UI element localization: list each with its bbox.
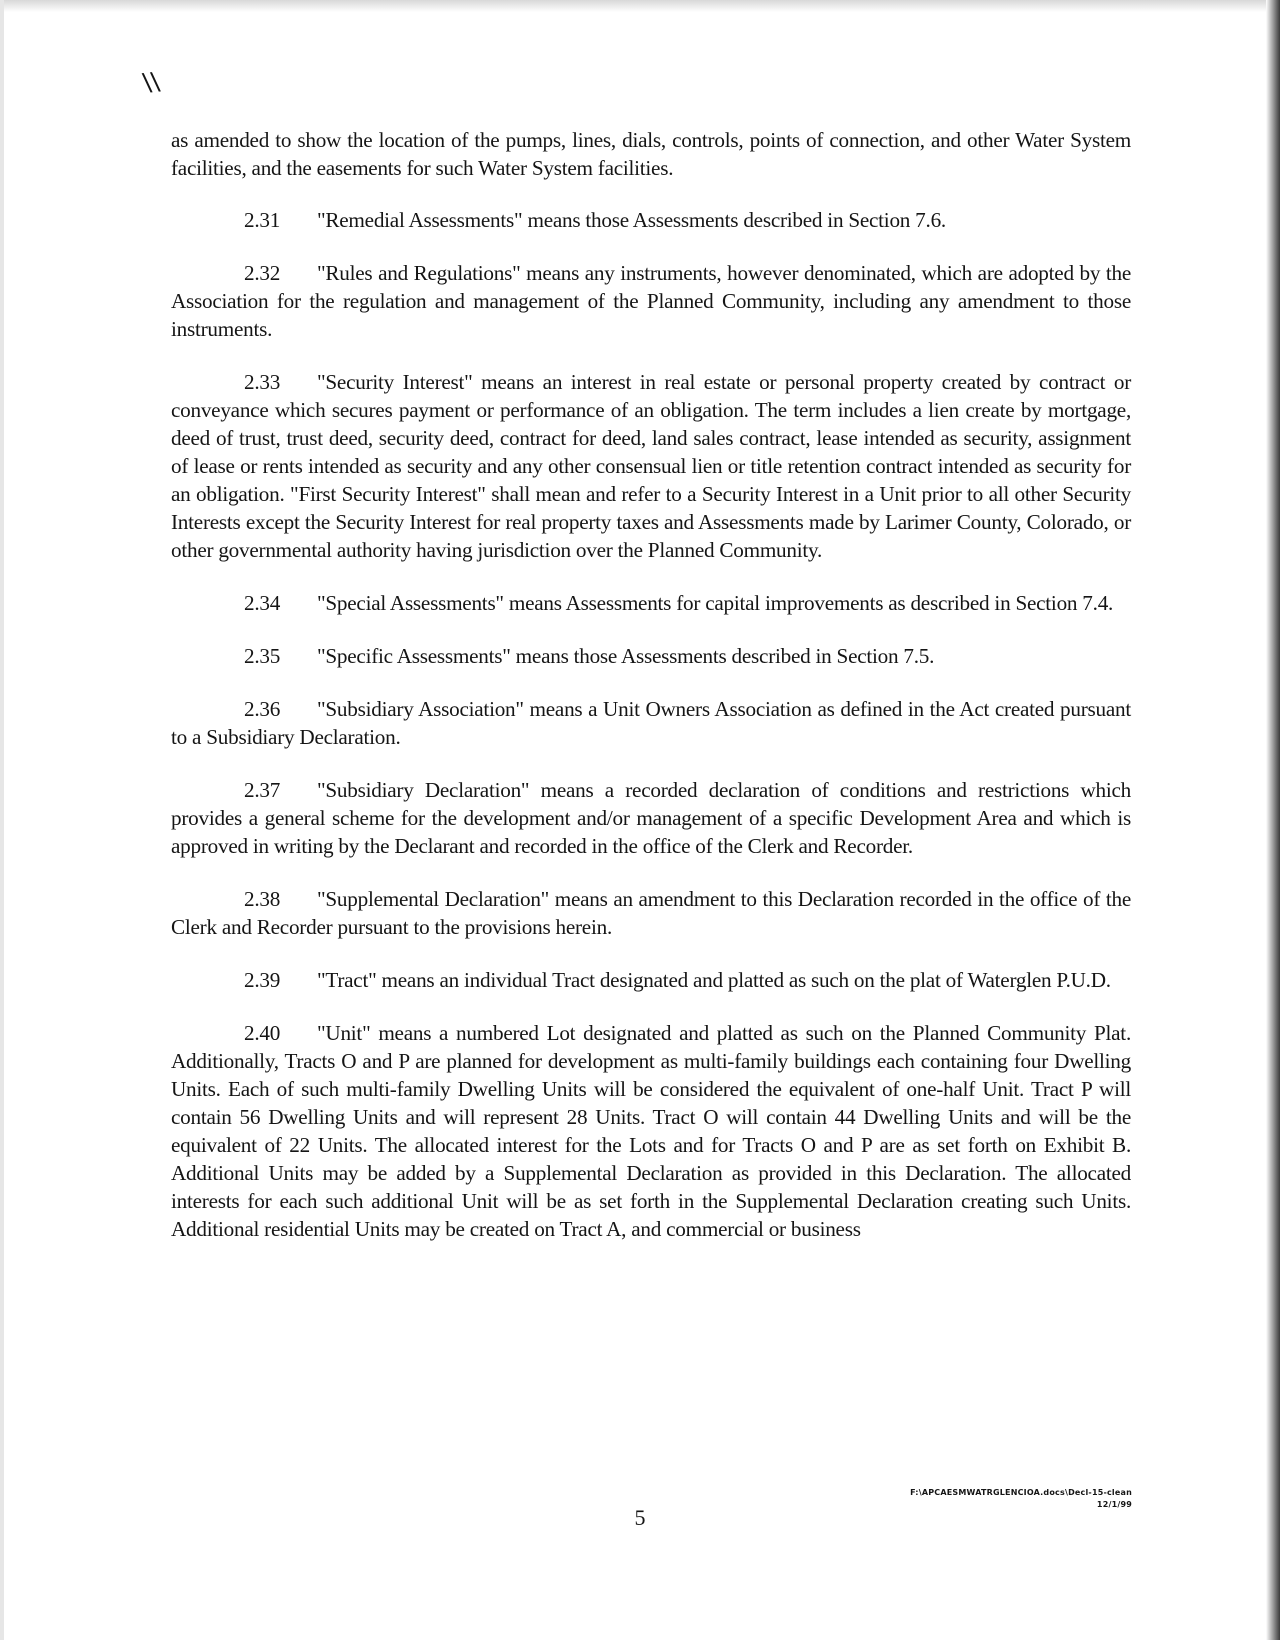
section-number: 2.32: [244, 261, 281, 285]
definition-text: "Specific Assessments" means those Assessments described in Section 7.5.: [317, 644, 935, 668]
definition-text: "Rules and Regulations" means any instruments, however denominated, which are adopted by the Association for the regulation and management of the Planned Community, including any amendment to those instruments.: [171, 261, 1131, 341]
definition-2-31: [171, 206, 1131, 234]
document-body: [171, 126, 1131, 1268]
definition-2-37: [171, 776, 1131, 860]
section-number: 2.31: [244, 208, 281, 232]
definition-text: "Remedial Assessments" means those Assessments described in Section 7.6.: [317, 208, 946, 232]
definition-text: "Subsidiary Association" means a Unit Owners Association as defined in the Act created pursuant to a Subsidiary Declaration.: [171, 697, 1131, 749]
scan-shadow-right: [1266, 0, 1280, 1640]
intro-continuation: as amended to show the location of the pumps, lines, dials, controls, points of connection, and other Water System facilities, and the easements for such Water System facilities.: [171, 128, 1131, 180]
section-number: 2.36: [244, 697, 281, 721]
section-number: 2.33: [244, 370, 281, 394]
definition-text: "Supplemental Declaration" means an amendment to this Declaration recorded in the office of the Clerk and Recorder pursuant to the provisions herein.: [171, 887, 1131, 939]
definition-text: "Security Interest" means an interest in real estate or personal property created by contract or conveyance which secures payment or performance of an obligation. The term includes a lien create by mortgage, deed of trust, trust deed, security deed, contract for deed, land sales contract, lease intended as security, assignment of lease or rents intended as security and any other consensual lien or title retention contract intended as security for an obligation. "First Security Interest" shall mean and refer to a Security Interest in a Unit prior to all other Security Interests except the Security Interest for real property taxes and Assessments made by Larimer County, Colorado, or other governmental authority having jurisdiction over the Planned Community.: [171, 370, 1131, 562]
definition-2-40: [171, 1019, 1131, 1243]
definition-2-38: [171, 885, 1131, 941]
definition-2-36: [171, 695, 1131, 751]
definition-2-35: [171, 642, 1131, 670]
scan-shadow-left: [0, 0, 4, 1640]
definition-text: "Subsidiary Declaration" means a recorded declaration of conditions and restrictions which provides a general scheme for the development and/or management of a specific Development Area and which is approved in writing by the Declarant and recorded in the office of the Clerk and Recorder.: [171, 778, 1131, 858]
file-date: 12/1/99: [1096, 1500, 1132, 1509]
scan-shadow-top: [0, 0, 1280, 12]
section-number: 2.35: [244, 644, 281, 668]
section-number: 2.40: [244, 1021, 281, 1045]
handwritten-mark: \\: [141, 65, 162, 100]
definition-text: "Tract" means an individual Tract designated and platted as such on the plat of Waterglen P.U.D.: [317, 968, 1111, 992]
definition-2-33: [171, 368, 1131, 564]
page-number: 5: [634, 1505, 646, 1530]
definition-text: "Unit" means a numbered Lot designated and platted as such on the Planned Community Plat. Additionally, Tracts O and P are planned for development as multi-family buildings each containing four Dwelling Units. Each of such multi-family Dwelling Units will be considered the equivalent of one-half Unit. Tract P will contain 56 Dwelling Units and will represent 28 Units. Tract O will contain 44 Dwelling Units and will be the equivalent of 22 Units. The allocated interest for the Lots and for Tracts O and P are as set forth on Exhibit B. Additional Units may be added by a Supplemental Declaration as provided in this Declaration. The allocated interests for each such additional Unit will be as set forth in the Supplemental Declaration creating such Units. Additional residential Units may be created on Tract A, and commercial or business: [171, 1021, 1131, 1241]
section-number: 2.38: [244, 887, 281, 911]
file-path: F:\APCAESMWATRGLENCIOA.docs\Decl-15-clean: [910, 1488, 1132, 1497]
section-number: 2.39: [244, 968, 281, 992]
definition-2-39: [171, 966, 1131, 994]
definition-2-32: [171, 259, 1131, 343]
definition-text: "Special Assessments" means Assessments for capital improvements as described in Section 7.4.: [317, 591, 1114, 615]
section-number: 2.37: [244, 778, 281, 802]
section-number: 2.34: [244, 591, 281, 615]
definition-2-34: [171, 589, 1131, 617]
